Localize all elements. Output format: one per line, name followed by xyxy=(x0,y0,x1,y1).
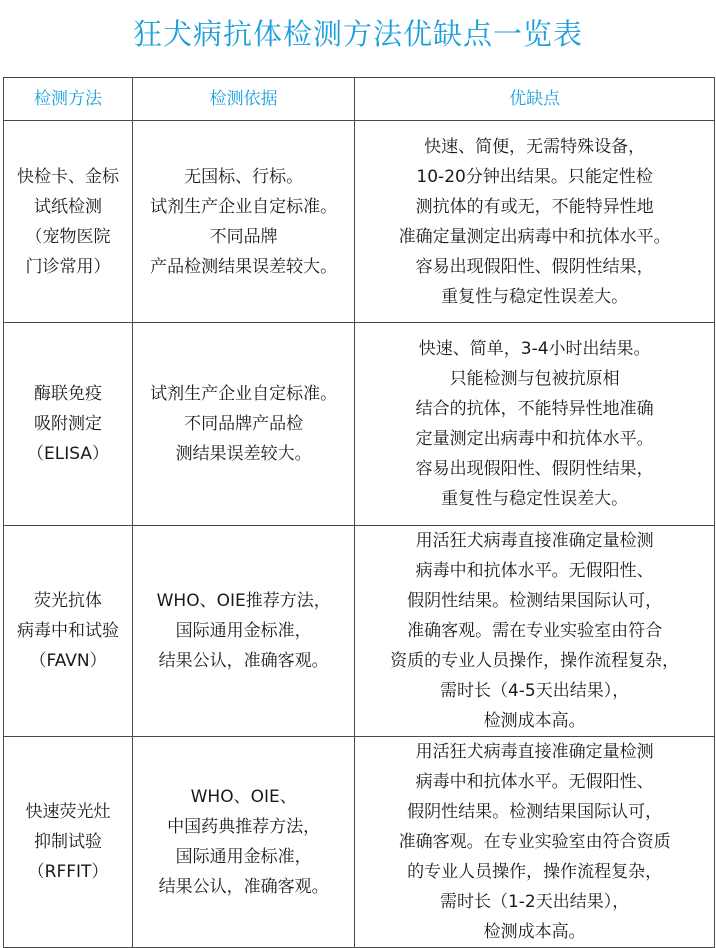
pros-cons-line: 容易出现假阳性、假阴性结果， xyxy=(415,256,654,277)
method-line: 抑制试验 xyxy=(34,832,103,852)
pros-cons-line: 快速、简便，无需特殊设备， xyxy=(424,136,646,157)
pros-cons-line: 资质的专业人员操作，操作流程复杂， xyxy=(390,651,680,671)
basis-line: 中国药典推荐方法， xyxy=(167,817,321,837)
pros-cons-line: 容易出现假阳性、假阴性结果， xyxy=(415,459,654,479)
basis-cell xyxy=(133,526,355,737)
method-line: 吸附测定 xyxy=(34,414,103,434)
basis-line: 国际通用金标准， xyxy=(175,621,312,641)
pros-cons-line: 假阴性结果。检测结果国际认可， xyxy=(407,591,663,611)
method-cell xyxy=(4,121,133,323)
method-line: 病毒中和试验 xyxy=(17,621,120,641)
basis-line: 不同品牌 xyxy=(209,226,278,247)
method-line: 荧光抗体 xyxy=(34,591,103,611)
basis-line: 试剂生产企业自定标准。 xyxy=(150,384,338,404)
method-line: （RFFIT） xyxy=(27,862,109,882)
header-basis: 检测依据 xyxy=(133,78,355,121)
pros-cons-cell xyxy=(355,121,715,323)
pros-cons-line: 准确客观。需在专业实验室由符合 xyxy=(407,621,663,641)
method-line: （ELISA） xyxy=(27,444,110,464)
method-line: （宠物医院 xyxy=(25,226,111,247)
basis-line: WHO、OIE、 xyxy=(190,787,297,807)
basis-line: 产品检测结果误差较大。 xyxy=(150,256,338,277)
pros-cons-line: 病毒中和抗体水平。无假阳性、 xyxy=(415,561,654,581)
table-header-row xyxy=(4,78,715,121)
pros-cons-line: 需时长（4-5天出结果）， xyxy=(439,681,630,701)
pros-cons-cell xyxy=(355,323,715,526)
pros-cons-line: 用活狂犬病毒直接准确定量检测 xyxy=(415,742,654,762)
table-row xyxy=(4,121,715,323)
pros-cons-line: 重复性与稳定性误差大。 xyxy=(441,286,629,307)
pros-cons-line: 定量测定出病毒中和抗体水平。 xyxy=(415,429,654,449)
pros-cons-line: 结合的抗体，不能特异性地准确 xyxy=(415,399,654,419)
method-line: 酶联免疫 xyxy=(34,384,103,404)
pros-cons-line: 病毒中和抗体水平。无假阳性、 xyxy=(415,772,654,792)
pros-cons-line: 准确定量测定出病毒中和抗体水平。 xyxy=(398,226,671,247)
header-pros-cons: 优缺点 xyxy=(355,78,715,121)
basis-line: 不同品牌产品检 xyxy=(184,414,304,434)
pros-cons-line: 快速、简单，3-4小时出结果。 xyxy=(418,339,651,359)
basis-cell xyxy=(133,121,355,323)
pros-cons-line: 10-20分钟出结果。只能定性检 xyxy=(416,166,653,187)
method-line: 试纸检测 xyxy=(34,196,103,217)
pros-cons-line: 的专业人员操作，操作流程复杂， xyxy=(407,862,663,882)
method-cell xyxy=(4,526,133,737)
header-method: 检测方法 xyxy=(4,78,133,121)
basis-cell xyxy=(133,323,355,526)
basis-line: 无国标、行标。 xyxy=(184,166,304,187)
pros-cons-line: 检测成本高。 xyxy=(483,922,586,942)
comparison-table xyxy=(3,77,715,948)
method-line: （FAVN） xyxy=(29,651,107,671)
method-line: 快速荧光灶 xyxy=(25,802,111,822)
pros-cons-line: 假阴性结果。检测结果国际认可， xyxy=(407,802,663,822)
basis-line: 试剂生产企业自定标准。 xyxy=(150,196,338,217)
table-row xyxy=(4,737,715,948)
table-row xyxy=(4,526,715,737)
pros-cons-cell xyxy=(355,737,715,948)
basis-cell xyxy=(133,737,355,948)
pros-cons-line: 检测成本高。 xyxy=(483,711,586,731)
method-line: 快检卡、金标 xyxy=(17,166,120,187)
method-cell xyxy=(4,323,133,526)
pros-cons-cell xyxy=(355,526,715,737)
basis-line: 国际通用金标准， xyxy=(175,847,312,867)
pros-cons-line: 只能检测与包被抗原相 xyxy=(449,369,620,389)
basis-line: 结果公认，准确客观。 xyxy=(158,651,329,671)
basis-line: 结果公认，准确客观。 xyxy=(158,877,329,897)
pros-cons-line: 重复性与稳定性误差大。 xyxy=(441,489,629,509)
method-cell xyxy=(4,737,133,948)
pros-cons-line: 用活狂犬病毒直接准确定量检测 xyxy=(415,531,654,551)
pros-cons-line: 测抗体的有或无，不能特异性地 xyxy=(415,196,654,217)
pros-cons-line: 准确客观。在专业实验室由符合资质 xyxy=(398,832,671,852)
page-title: 狂犬病抗体检测方法优缺点一览表 xyxy=(132,17,583,51)
basis-line: 测结果误差较大。 xyxy=(175,444,312,464)
table-row xyxy=(4,323,715,526)
pros-cons-line: 需时长（1-2天出结果）， xyxy=(439,892,630,912)
method-line: 门诊常用） xyxy=(25,256,111,277)
basis-line: WHO、OIE推荐方法， xyxy=(156,591,331,611)
